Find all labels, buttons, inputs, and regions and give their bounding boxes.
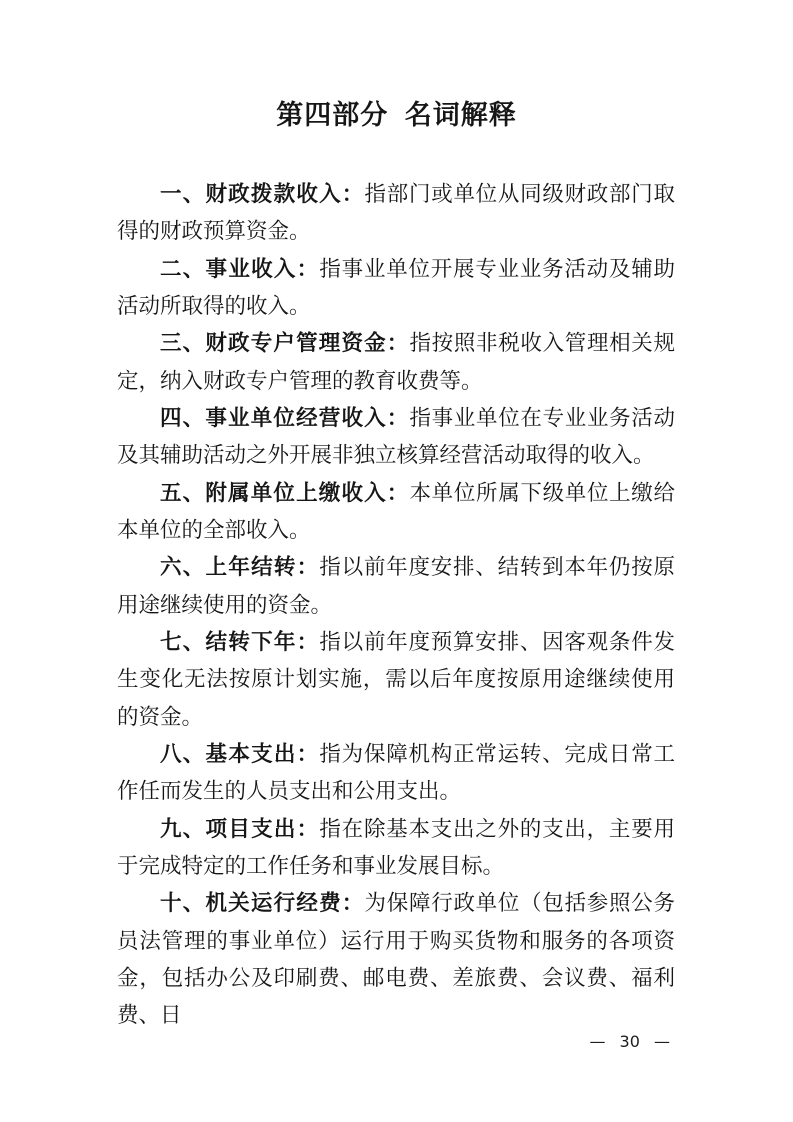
term-label: 五、附属单位上缴收入： [160,480,410,506]
term-paragraph [117,400,675,475]
term-label: 七、结转下年： [160,629,320,655]
term-definition: 指按照非税收入管理相关规定，纳入财政专户管理的教育收费等。 [117,331,675,394]
term-definition: 指事业单位开展专业业务活动及辅助活动所取得的收入。 [117,256,675,319]
term-definition: 本单位所属下级单位上缴给本单位的全部收入。 [117,480,675,543]
term-definition: 指部门或单位从同级财政部门取得的财政预算资金。 [117,182,675,245]
page-number: — 30 — [589,1032,670,1051]
term-label: 六、上年结转： [160,555,320,581]
term-paragraph [117,549,675,624]
term-paragraph [117,325,675,400]
term-label: 二、事业收入： [160,256,320,282]
term-label: 十、机关运行经费： [160,891,365,917]
term-definition: 指以前年度预算安排、因客观条件发生变化无法按原计划实施，需以后年度按原用途继续使用的资金。 [117,629,675,730]
term-definition: 指在除基本支出之外的支出，主要用于完成特定的工作任务和事业发展目标。 [117,816,675,879]
term-definition: 为保障行政单位（包括参照公务员法管理的事业单位）运行用于购买货物和服务的各项资金，包括办公及印刷费、邮电费、差旅费、会议费、福利费、日 [117,891,675,1029]
term-label: 一、财政拨款收入： [160,182,365,207]
term-label: 三、财政专户管理资金： [160,331,410,357]
term-paragraph [117,176,675,251]
term-label: 四、事业单位经营收入： [160,405,410,431]
term-definition: 指为保障机构正常运转、完成日常工作任而发生的人员支出和公用支出。 [117,741,675,805]
term-label: 九、项目支出： [160,816,320,842]
page-title: 第四部分 名词解释 [276,100,517,131]
term-paragraph [117,885,675,1034]
term-paragraph [117,811,675,886]
term-paragraph [117,624,675,736]
term-paragraph [117,736,675,811]
term-paragraph [117,475,675,550]
glossary-body [117,176,675,1035]
term-definition: 指事业单位在专业业务活动及其辅助活动之外开展非独立核算经营活动取得的收入。 [117,405,675,469]
term-definition: 指以前年度安排、结转到本年仍按原用途继续使用的资金。 [117,555,675,618]
term-paragraph [117,251,675,326]
term-label: 八、基本支出： [160,741,320,767]
